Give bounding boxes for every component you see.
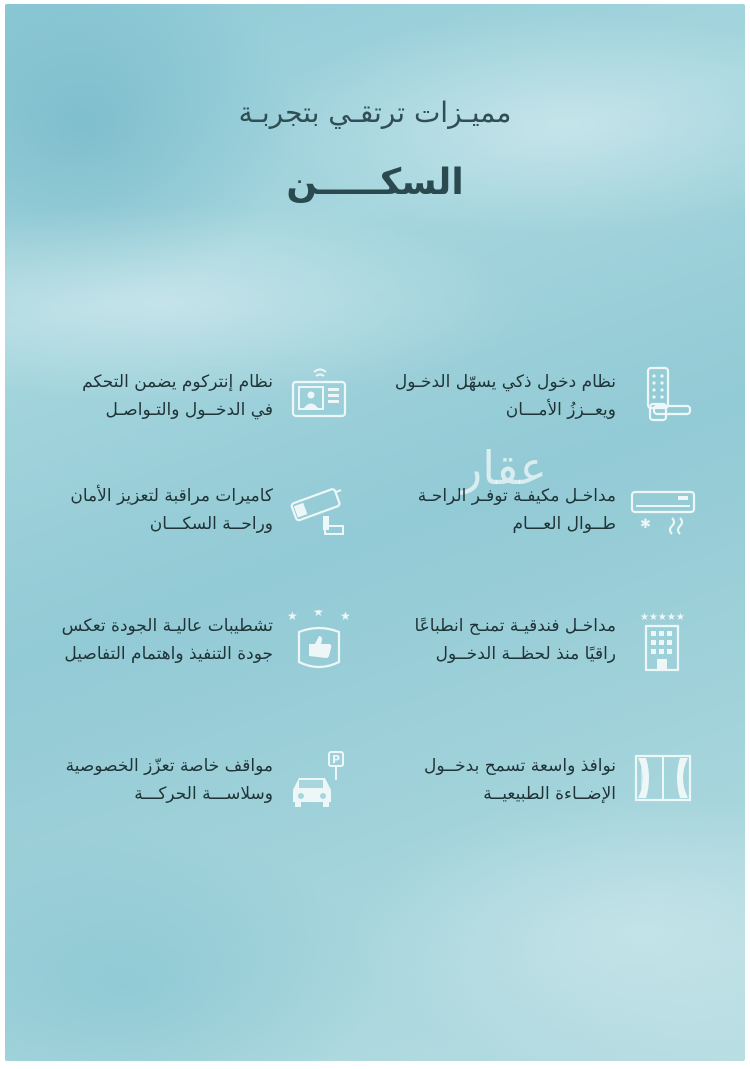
svg-text:✱: ✱ [640,517,651,532]
window-icon [628,750,698,820]
parking-icon [285,750,355,820]
feature-line1: نظام إنتركوم يضمن التحكم [82,372,273,392]
feature-text [366,612,616,668]
feature-line1: تشطيبات عاليـة الجودة تعكس [61,616,273,636]
feature-line1: نظام دخول ذكي يسهّل الدخـول [394,372,616,392]
feature-hotel-entrances [368,610,698,690]
svg-text:★: ★ [340,610,351,623]
feature-line2: الإضــاءة الطبيعيــة [483,784,616,804]
feature-finishing [25,610,355,690]
feature-windows [368,750,698,830]
feature-text [23,752,273,808]
svg-text:★: ★ [313,610,324,619]
feature-ac-entrances [368,480,698,560]
air-conditioner-icon [628,480,698,550]
feature-smart-entry [368,366,698,446]
feature-line2: في الدخــول والتـواصـل [105,400,273,420]
smart-lock-icon [628,366,698,436]
svg-text:P: P [332,753,341,766]
feature-line1: نوافذ واسعة تسمح بدخــول [424,756,616,776]
brochure-page [5,4,745,1061]
feature-line1: مداخـل فندقيـة تمنـح انطباعًا [414,616,616,636]
feature-line2: راقيًا منذ لحظــة الدخــول [435,644,616,664]
feature-text [23,368,273,424]
svg-text:★: ★ [287,610,298,623]
quality-thumbs-up-icon [285,610,355,680]
feature-line2: طــوال العـــام [512,514,616,534]
feature-text [366,482,616,538]
feature-parking [25,750,355,830]
feature-line1: كاميرات مراقبة لتعزيز الأمان [70,486,273,506]
feature-text [23,482,273,538]
page-subtitle: السكـــــن [286,162,464,203]
watermark-logo: عقار [460,441,547,495]
page-title: مميـزات ترتقـي بتجربـة [238,96,512,129]
hotel-icon [628,610,698,680]
feature-text [23,612,273,668]
feature-line1: مواقف خاصة تعزّز الخصوصية [65,756,273,776]
feature-line2: جودة التنفيذ واهتمام التفاصيل [64,644,273,664]
feature-text [366,752,616,808]
feature-cameras [25,480,355,560]
intercom-icon [285,366,355,436]
security-camera-icon [285,480,355,550]
feature-line2: وسلاســـة الحركـــة [134,784,273,804]
svg-text:★★★★★: ★★★★★ [640,612,685,623]
feature-line2: وراحــة السكـــان [149,514,273,534]
feature-line1: مداخـل مكيفـة توفـر الراحـة [417,486,616,506]
feature-intercom [25,366,355,446]
feature-text [366,368,616,424]
feature-line2: ويعــززُ الأمـــان [505,400,616,420]
